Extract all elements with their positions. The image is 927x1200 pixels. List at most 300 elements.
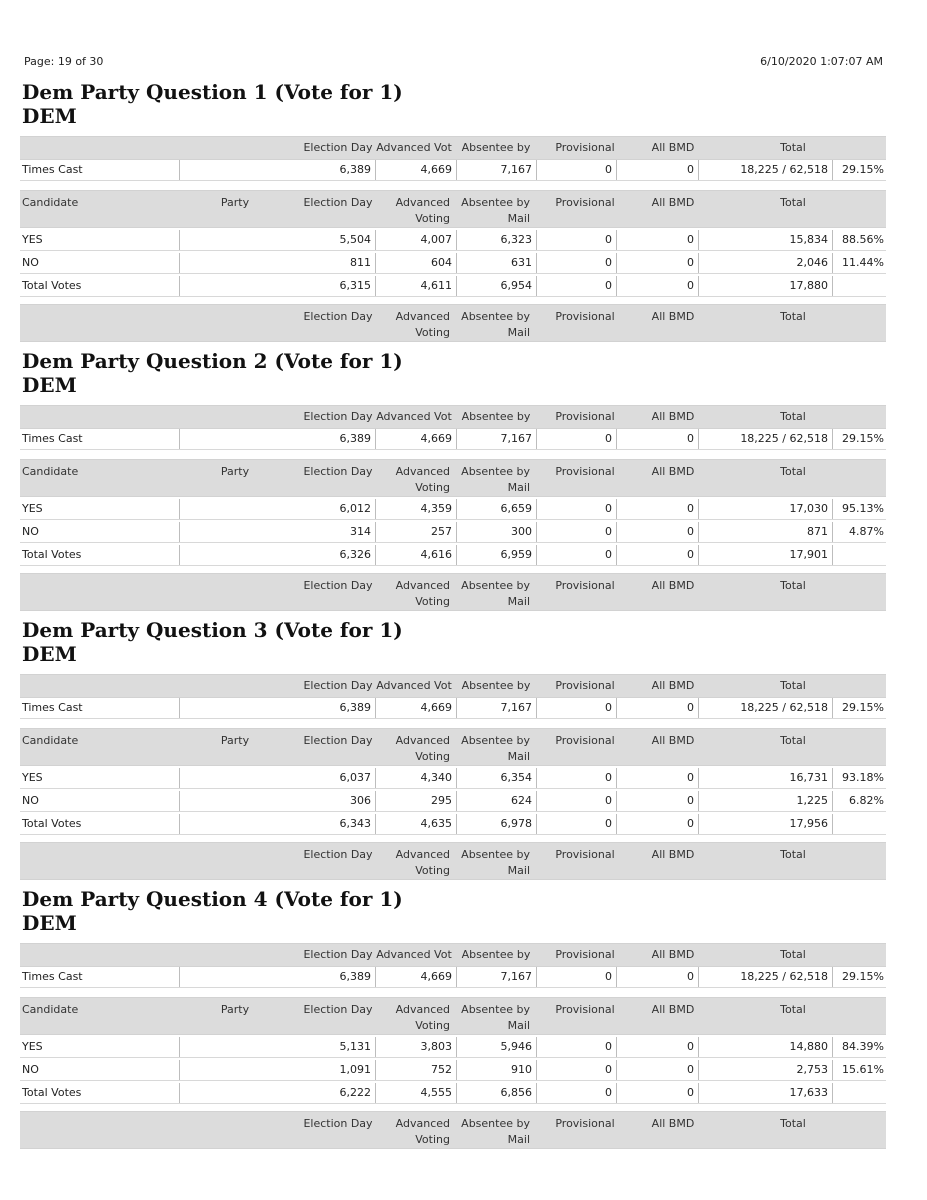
cell-divider <box>832 768 833 788</box>
cell-pct: 11.44% <box>842 256 884 269</box>
cell-election-day: 6,389 <box>339 163 371 176</box>
cell-divider <box>616 545 617 565</box>
cell-pct: 6.82% <box>849 794 884 807</box>
cell-election-day: 5,131 <box>339 1040 371 1053</box>
cell-absentee: 624 <box>511 794 532 807</box>
cell-divider <box>832 522 833 542</box>
cell-divider <box>179 1037 180 1057</box>
col-election-day: Election Day <box>303 141 373 154</box>
col-total: Total <box>780 141 806 154</box>
cell-divider <box>179 230 180 250</box>
col-total: Total <box>780 310 806 323</box>
cell-divider <box>698 230 699 250</box>
cell-divider <box>456 1037 457 1057</box>
col-absentee-mail: Absentee by <box>461 579 530 592</box>
cell-all-bmd: 0 <box>687 1086 694 1099</box>
candidate-row <box>20 791 886 812</box>
col-advanced-voting: Advanced <box>395 1003 450 1016</box>
cell-absentee: 6,959 <box>500 548 532 561</box>
cell-pct: 95.13% <box>842 502 884 515</box>
contest-title: Dem Party Question 2 (Vote for 1) <box>22 349 403 373</box>
candidate-name: YES <box>22 1040 43 1053</box>
cell-divider <box>179 276 180 296</box>
cell-absentee: 631 <box>511 256 532 269</box>
cell-divider <box>698 253 699 273</box>
cell-divider <box>698 814 699 834</box>
cell-provisional: 0 <box>605 771 612 784</box>
cell-divider <box>698 1060 699 1080</box>
cell-divider <box>832 1083 833 1103</box>
cell-divider <box>375 967 376 987</box>
col-provisional: Provisional <box>555 734 615 747</box>
cell-advanced: 4,007 <box>420 233 452 246</box>
cell-divider <box>456 1083 457 1103</box>
cell-absentee: 6,978 <box>500 817 532 830</box>
total-votes-row <box>20 1083 886 1104</box>
cell-divider <box>536 253 537 273</box>
candidate-name: YES <box>22 233 43 246</box>
cell-provisional: 0 <box>605 502 612 515</box>
row-label: Times Cast <box>22 701 83 714</box>
cell-divider <box>536 768 537 788</box>
col-absentee-mail: Absentee by <box>461 734 530 747</box>
cell-divider <box>616 791 617 811</box>
cell-divider <box>698 768 699 788</box>
cell-divider <box>536 1083 537 1103</box>
candidate-row <box>20 499 886 520</box>
cell-divider <box>616 522 617 542</box>
times-cast-header <box>20 674 886 698</box>
cell-pct: 29.15% <box>842 701 884 714</box>
cell-provisional: 0 <box>605 701 612 714</box>
cell-absentee: 6,856 <box>500 1086 532 1099</box>
cell-advanced: 295 <box>431 794 452 807</box>
col-advanced-voting-2: Voting <box>415 864 450 877</box>
col-total: Total <box>780 465 806 478</box>
cell-divider <box>536 230 537 250</box>
cell-divider <box>456 276 457 296</box>
candidate-name: Total Votes <box>22 548 82 561</box>
cell-pct: 29.15% <box>842 970 884 983</box>
candidate-name: Total Votes <box>22 817 82 830</box>
col-absentee-mail: Absentee by <box>461 1117 530 1130</box>
cell-all-bmd: 0 <box>687 1063 694 1076</box>
cell-divider <box>698 791 699 811</box>
col-election-day: Election Day <box>303 1117 373 1130</box>
total-votes-row <box>20 276 886 297</box>
cell-divider <box>375 230 376 250</box>
col-advanced-voting-2: Voting <box>415 326 450 339</box>
candidate-name: NO <box>22 256 39 269</box>
cell-divider <box>616 1037 617 1057</box>
times-cast-header <box>20 943 886 967</box>
col-advanced-vot: Advanced Vot <box>376 141 452 154</box>
cell-divider <box>179 253 180 273</box>
contest-section <box>0 618 927 883</box>
report-timestamp: 6/10/2020 1:07:07 AM <box>760 55 883 68</box>
cell-advanced: 4,359 <box>420 502 452 515</box>
cell-provisional: 0 <box>605 1063 612 1076</box>
cell-advanced: 752 <box>431 1063 452 1076</box>
cell-total: 17,633 <box>789 1086 828 1099</box>
cell-all-bmd: 0 <box>687 1040 694 1053</box>
cell-provisional: 0 <box>605 794 612 807</box>
cell-divider <box>832 698 833 718</box>
cell-pct: 84.39% <box>842 1040 884 1053</box>
col-provisional: Provisional <box>555 579 615 592</box>
col-advanced-voting-2: Voting <box>415 595 450 608</box>
cell-total: 17,030 <box>789 502 828 515</box>
cell-advanced: 604 <box>431 256 452 269</box>
col-election-day: Election Day <box>303 465 373 478</box>
cell-absentee: 300 <box>511 525 532 538</box>
cell-total: 17,956 <box>789 817 828 830</box>
cell-election-day: 314 <box>350 525 371 538</box>
cell-divider <box>456 814 457 834</box>
contest-party: DEM <box>22 104 77 128</box>
col-absentee-mail-2: Mail <box>507 1133 530 1146</box>
cell-election-day: 6,389 <box>339 432 371 445</box>
cell-divider <box>456 791 457 811</box>
contest-title: Dem Party Question 3 (Vote for 1) <box>22 618 403 642</box>
col-candidate: Candidate <box>22 734 79 747</box>
cell-all-bmd: 0 <box>687 432 694 445</box>
cell-total: 871 <box>807 525 828 538</box>
cell-divider <box>536 499 537 519</box>
cell-absentee: 7,167 <box>500 970 532 983</box>
cell-divider <box>832 967 833 987</box>
cell-divider <box>536 429 537 449</box>
cell-advanced: 4,616 <box>420 548 452 561</box>
cell-divider <box>456 967 457 987</box>
col-election-day: Election Day <box>303 1003 373 1016</box>
col-total: Total <box>780 848 806 861</box>
col-total: Total <box>780 196 806 209</box>
col-absentee-by: Absentee by <box>461 679 531 692</box>
col-total: Total <box>780 1003 806 1016</box>
candidate-name: NO <box>22 794 39 807</box>
contest-party: DEM <box>22 642 77 666</box>
cell-divider <box>616 698 617 718</box>
footer-header <box>20 1111 886 1149</box>
col-all-bmd: All BMD <box>651 948 695 961</box>
cell-provisional: 0 <box>605 817 612 830</box>
cell-election-day: 6,343 <box>339 817 371 830</box>
cell-total: 18,225 / 62,518 <box>740 970 828 983</box>
col-all-bmd: All BMD <box>651 579 695 592</box>
candidate-row <box>20 230 886 251</box>
contest-section <box>0 349 927 614</box>
candidate-row <box>20 1060 886 1081</box>
cell-divider <box>616 814 617 834</box>
cell-divider <box>832 499 833 519</box>
col-candidate: Candidate <box>22 1003 79 1016</box>
cell-divider <box>456 1060 457 1080</box>
candidate-name: NO <box>22 1063 39 1076</box>
cell-absentee: 7,167 <box>500 701 532 714</box>
cell-divider <box>456 230 457 250</box>
cell-divider <box>456 160 457 180</box>
col-advanced-voting-2: Voting <box>415 1019 450 1032</box>
cell-divider <box>832 253 833 273</box>
candidate-header <box>20 728 886 766</box>
candidate-row <box>20 1037 886 1058</box>
cell-total: 17,901 <box>789 548 828 561</box>
cell-divider <box>456 768 457 788</box>
page-header <box>24 55 883 69</box>
cell-divider <box>179 791 180 811</box>
col-absentee-by: Absentee by <box>461 141 531 154</box>
cell-absentee: 6,354 <box>500 771 532 784</box>
cell-advanced: 4,611 <box>420 279 452 292</box>
candidate-name: YES <box>22 502 43 515</box>
cell-all-bmd: 0 <box>687 233 694 246</box>
cell-divider <box>536 545 537 565</box>
contest-party: DEM <box>22 373 77 397</box>
cell-divider <box>536 522 537 542</box>
cell-election-day: 5,504 <box>339 233 371 246</box>
candidate-name: NO <box>22 525 39 538</box>
cell-provisional: 0 <box>605 548 612 561</box>
col-total: Total <box>780 579 806 592</box>
cell-total: 17,880 <box>789 279 828 292</box>
cell-provisional: 0 <box>605 1040 612 1053</box>
cell-divider <box>832 814 833 834</box>
total-votes-row <box>20 814 886 835</box>
cell-absentee: 5,946 <box>500 1040 532 1053</box>
cell-divider <box>536 967 537 987</box>
col-all-bmd: All BMD <box>651 310 695 323</box>
cell-divider <box>456 545 457 565</box>
col-advanced-voting: Advanced <box>395 196 450 209</box>
cell-provisional: 0 <box>605 432 612 445</box>
cell-divider <box>179 429 180 449</box>
cell-divider <box>375 160 376 180</box>
candidate-header <box>20 459 886 497</box>
col-election-day: Election Day <box>303 848 373 861</box>
candidate-header <box>20 997 886 1035</box>
cell-election-day: 6,222 <box>339 1086 371 1099</box>
row-label: Times Cast <box>22 432 83 445</box>
cell-divider <box>375 1037 376 1057</box>
cell-all-bmd: 0 <box>687 163 694 176</box>
col-provisional: Provisional <box>555 465 615 478</box>
cell-provisional: 0 <box>605 525 612 538</box>
col-candidate: Candidate <box>22 196 79 209</box>
col-absentee-mail-2: Mail <box>507 326 530 339</box>
col-absentee-mail: Absentee by <box>461 196 530 209</box>
cell-divider <box>179 499 180 519</box>
col-total: Total <box>780 410 806 423</box>
cell-divider <box>832 160 833 180</box>
row-label: Times Cast <box>22 163 83 176</box>
cell-divider <box>616 1083 617 1103</box>
cell-divider <box>698 967 699 987</box>
col-election-day: Election Day <box>303 196 373 209</box>
col-absentee-mail-2: Mail <box>507 481 530 494</box>
times-cast-row <box>20 160 886 181</box>
cell-divider <box>375 768 376 788</box>
cell-total: 1,225 <box>796 794 828 807</box>
times-cast-row <box>20 429 886 450</box>
cell-absentee: 7,167 <box>500 163 532 176</box>
cell-provisional: 0 <box>605 970 612 983</box>
col-absentee-mail: Absentee by <box>461 848 530 861</box>
cell-divider <box>179 1060 180 1080</box>
cell-divider <box>536 791 537 811</box>
cell-divider <box>456 429 457 449</box>
col-absentee-by: Absentee by <box>461 948 531 961</box>
cell-divider <box>698 276 699 296</box>
cell-total: 18,225 / 62,518 <box>740 163 828 176</box>
candidate-name: Total Votes <box>22 279 82 292</box>
col-advanced-voting: Advanced <box>395 465 450 478</box>
cell-divider <box>375 1083 376 1103</box>
contest-party: DEM <box>22 911 77 935</box>
cell-divider <box>536 1060 537 1080</box>
cell-pct: 93.18% <box>842 771 884 784</box>
row-label: Times Cast <box>22 970 83 983</box>
cell-divider <box>616 276 617 296</box>
cell-absentee: 910 <box>511 1063 532 1076</box>
page-number: Page: 19 of 30 <box>24 55 104 68</box>
col-provisional: Provisional <box>555 141 615 154</box>
col-advanced-voting: Advanced <box>395 1117 450 1130</box>
times-cast-row <box>20 967 886 988</box>
footer-header <box>20 304 886 342</box>
footer-header <box>20 842 886 880</box>
cell-total: 18,225 / 62,518 <box>740 432 828 445</box>
col-absentee-mail: Absentee by <box>461 1003 530 1016</box>
col-all-bmd: All BMD <box>651 734 695 747</box>
cell-divider <box>179 545 180 565</box>
cell-divider <box>536 814 537 834</box>
cell-divider <box>179 967 180 987</box>
cell-divider <box>616 429 617 449</box>
candidate-header <box>20 190 886 228</box>
cell-total: 14,880 <box>789 1040 828 1053</box>
cell-all-bmd: 0 <box>687 701 694 714</box>
col-all-bmd: All BMD <box>651 1003 695 1016</box>
cell-all-bmd: 0 <box>687 502 694 515</box>
cell-election-day: 811 <box>350 256 371 269</box>
times-cast-row <box>20 698 886 719</box>
col-election-day: Election Day <box>303 679 373 692</box>
cell-all-bmd: 0 <box>687 771 694 784</box>
cell-total: 15,834 <box>789 233 828 246</box>
cell-pct: 4.87% <box>849 525 884 538</box>
col-provisional: Provisional <box>555 310 615 323</box>
cell-divider <box>698 160 699 180</box>
cell-divider <box>179 1083 180 1103</box>
col-election-day: Election Day <box>303 948 373 961</box>
col-advanced-voting-2: Voting <box>415 750 450 763</box>
col-absentee-mail-2: Mail <box>507 864 530 877</box>
col-advanced-voting: Advanced <box>395 848 450 861</box>
cell-divider <box>456 253 457 273</box>
col-all-bmd: All BMD <box>651 848 695 861</box>
col-all-bmd: All BMD <box>651 465 695 478</box>
col-absentee-mail-2: Mail <box>507 1019 530 1032</box>
cell-divider <box>375 276 376 296</box>
cell-divider <box>536 276 537 296</box>
cell-divider <box>375 522 376 542</box>
cell-election-day: 6,326 <box>339 548 371 561</box>
col-advanced-voting: Advanced <box>395 734 450 747</box>
contest-title: Dem Party Question 4 (Vote for 1) <box>22 887 403 911</box>
times-cast-header <box>20 405 886 429</box>
cell-pct: 15.61% <box>842 1063 884 1076</box>
cell-divider <box>832 791 833 811</box>
cell-all-bmd: 0 <box>687 794 694 807</box>
cell-advanced: 3,803 <box>420 1040 452 1053</box>
col-election-day: Election Day <box>303 410 373 423</box>
cell-pct: 88.56% <box>842 233 884 246</box>
col-advanced-voting-2: Voting <box>415 481 450 494</box>
cell-total: 2,753 <box>796 1063 828 1076</box>
col-candidate: Candidate <box>22 465 79 478</box>
cell-divider <box>698 1083 699 1103</box>
cell-divider <box>616 160 617 180</box>
cell-divider <box>179 522 180 542</box>
col-all-bmd: All BMD <box>651 141 695 154</box>
col-provisional: Provisional <box>555 196 615 209</box>
cell-divider <box>375 814 376 834</box>
col-total: Total <box>780 1117 806 1130</box>
footer-header <box>20 573 886 611</box>
cell-divider <box>616 253 617 273</box>
cell-divider <box>536 1037 537 1057</box>
cell-advanced: 4,669 <box>420 970 452 983</box>
cell-absentee: 6,323 <box>500 233 532 246</box>
cell-advanced: 257 <box>431 525 452 538</box>
col-advanced-vot: Advanced Vot <box>376 410 452 423</box>
col-absentee-mail-2: Mail <box>507 595 530 608</box>
cell-advanced: 4,635 <box>420 817 452 830</box>
col-advanced-voting-2: Voting <box>415 1133 450 1146</box>
cell-divider <box>832 276 833 296</box>
cell-divider <box>616 967 617 987</box>
cell-election-day: 6,315 <box>339 279 371 292</box>
cell-provisional: 0 <box>605 1086 612 1099</box>
col-advanced-voting: Advanced <box>395 310 450 323</box>
cell-divider <box>375 499 376 519</box>
cell-all-bmd: 0 <box>687 525 694 538</box>
col-election-day: Election Day <box>303 579 373 592</box>
cell-divider <box>698 698 699 718</box>
cell-divider <box>832 429 833 449</box>
candidate-name: Total Votes <box>22 1086 82 1099</box>
col-election-day: Election Day <box>303 310 373 323</box>
cell-absentee: 6,659 <box>500 502 532 515</box>
cell-advanced: 4,669 <box>420 163 452 176</box>
cell-divider <box>456 698 457 718</box>
cell-pct: 29.15% <box>842 163 884 176</box>
col-party: Party <box>220 734 250 747</box>
col-total: Total <box>780 679 806 692</box>
cell-election-day: 6,012 <box>339 502 371 515</box>
total-votes-row <box>20 545 886 566</box>
col-absentee-mail: Absentee by <box>461 465 530 478</box>
col-party: Party <box>220 465 250 478</box>
col-absentee-mail-2: Mail <box>507 212 530 225</box>
cell-absentee: 6,954 <box>500 279 532 292</box>
cell-divider <box>375 698 376 718</box>
contest-section <box>0 887 927 1152</box>
col-all-bmd: All BMD <box>651 1117 695 1130</box>
cell-provisional: 0 <box>605 163 612 176</box>
cell-divider <box>616 768 617 788</box>
